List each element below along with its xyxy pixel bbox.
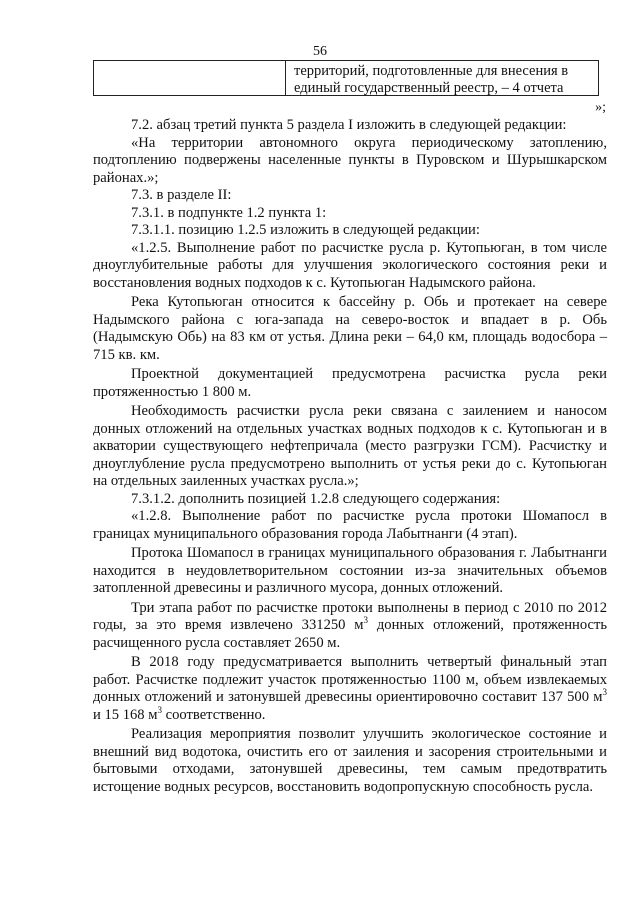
paragraph-7-3-1-1: 7.3.1.1. позицию 1.2.5 изложить в следующей редакции: (131, 222, 480, 238)
stages-text-b: донных отложений, протяженность расчищенного русла составляет 2650 м. (93, 617, 607, 651)
page-number: 56 (313, 44, 327, 59)
paragraph-necessity: Необходимость расчистки русла реки связана с заилением и наносом донных отложений на отдельных участках водных подходов к с. Кутопьюган и в акватории существующего нефтепричала (место разгрузки ГСМ). Расчистку и дноуглубление русла предусмотрено выполнить от устья реки до с. Кутопьюган на отдельных заиленных участках русла.»; (93, 403, 607, 489)
paragraph-7-2: 7.2. абзац третий пункта 5 раздела I изложить в следующей редакции: (131, 117, 567, 133)
paragraph-7-3: 7.3. в разделе II: (131, 187, 232, 203)
y2018-text-c: соответственно. (161, 706, 266, 723)
table-cell-empty (94, 61, 286, 95)
y2018-text-b: и 15 168 м (93, 706, 158, 723)
paragraph-1-2-5: «1.2.5. Выполнение работ по расчистке русла р. Кутопьюган, в том числе дноуглубительные работы для улучшения экологического состояния реки и восстановления водных подходов к с. Кутопьюган Надымского района. (93, 239, 607, 291)
stages-sup: 3 (363, 615, 369, 626)
y2018-sup-1: 3 (602, 687, 607, 698)
paragraph-project-docs: Проектной документацией предусмотрена расчистка русла реки протяженностью 1 800 м. (93, 366, 607, 400)
quote-close: »; (595, 100, 606, 115)
y2018-text-a: В 2018 году предусматривается выполнить четвертый финальный этап работ. Расчистке подлежит участок протяженностью 1100 м, объем извлекаемых донных отложений и затонувшей древесины ориентировочно составит 137 500 м (93, 654, 607, 705)
paragraph-7-3-1: 7.3.1. в подпункте 1.2 пункта 1: (131, 204, 327, 221)
y2018-sup-2: 3 (157, 704, 162, 715)
paragraph-implementation: Реализация мероприятия позволит улучшить экологическое состояние и внешний вид водотока, очистить его от заиления и засорения строительными и бытовыми отходами, затонувшей древесины, тем самым предотвратить истощение водных ресурсов, восстановить водопропускную способность русла. (93, 726, 607, 795)
paragraph-2018 (93, 654, 607, 724)
paragraph-quote-flooding: «На территории автономного округа периодическому затоплению, подтоплению подвержены населенные пункты в Пуровском и Шурышкарском районах.»; (93, 134, 607, 186)
paragraph-7-3-1-2: 7.3.1.2. дополнить позицией 1.2.8 следующего содержания: (131, 490, 501, 507)
document-body (93, 117, 607, 796)
stages-text-a: Три этапа работ по расчистке протоки выполнены в период с 2010 по 2012 годы, за это время извлечено 331250 м (93, 599, 607, 633)
table-fragment (93, 60, 599, 96)
paragraph-shomaposl: Протока Шомапосл в границах муниципального образования г. Лабытнанги находится в неудовлетворительном состоянии из-за значительных объемов затопленной древесины и различного мусора, донных отложений. (93, 545, 607, 596)
paragraph-three-stages (93, 600, 607, 653)
table-cell-text: территорий, подготовленные для внесения в единый государственный реестр, – 4 отчета (294, 63, 569, 96)
paragraph-1-2-8: «1.2.8. Выполнение работ по расчистке русла протоки Шомапосл в границах муниципального образования города Лабытнанги (4 этап). (93, 508, 607, 542)
paragraph-river-kutopyugan: Река Кутопьюган относится к бассейну р. Обь и протекает на севере Надымского района с юга-запада на северо-восток и впадает в р. Обь (Надымскую Обь) на 83 км от устья. Длина реки – 64,0 км, площадь водосбора – 715 кв. км. (93, 294, 607, 363)
